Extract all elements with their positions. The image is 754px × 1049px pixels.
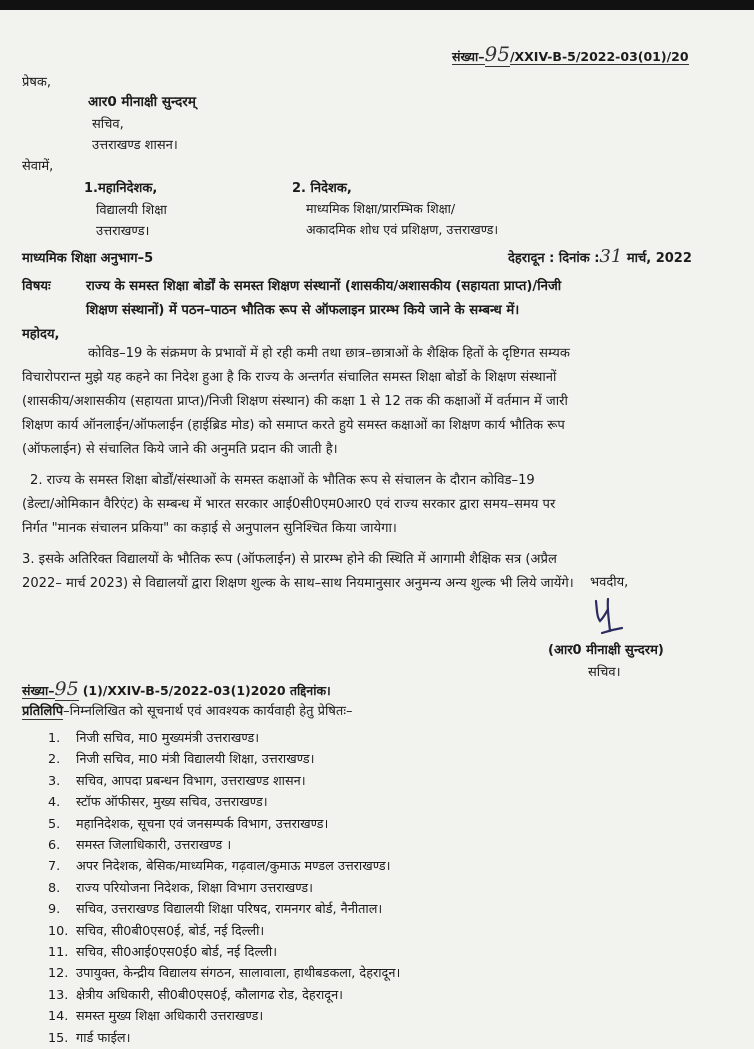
recipient-2-line1: माध्यमिक शिक्षा/प्रारम्भिक शिक्षा/ — [306, 201, 456, 216]
copy-intro-text: –निम्नलिखित को सूचनार्थ एवं आवश्यक कार्यवाही हेतु प्रेषितः– — [63, 704, 353, 719]
date-prefix: देहरादून : दिनांक : — [508, 251, 600, 266]
paragraph-line: (डेल्टा/ओमिकान वैरिएंट) के सम्बन्ध में भारत सरकार आई0सी0एम0आर0 एवं राज्य सरकार द्वारा समय–समय पर — [22, 497, 556, 512]
list-item — [48, 1006, 400, 1027]
list-item-number: 6. — [48, 838, 61, 854]
list-item — [48, 814, 400, 835]
recipient-1-line1: विद्यालयी शिक्षा — [96, 203, 167, 218]
recipient-1-line2: उत्तराखण्ड। — [96, 224, 150, 239]
list-item-number: 5. — [48, 816, 61, 832]
paragraph-line: (ऑफलाईन) से संचालित किये जाने की अनुमति प्रदान की जाती है। — [22, 442, 338, 457]
list-item-text: सचिव, आपदा प्रबन्धन विभाग, उत्तराखण्ड शासन। — [76, 773, 306, 789]
place-date — [508, 246, 692, 267]
subject-label: विषयः — [22, 279, 51, 294]
paragraph-line: 2022– मार्च 2023) से विद्यालयों द्वारा शिक्षण शुल्क के साथ–साथ नियमानुसार अनुमन्य अन्य शुल्क भी लिये जायेंगे। — [22, 576, 574, 591]
list-item-text: निजी सचिव, मा0 मंत्री विद्यालयी शिक्षा, उत्तराखण्ड। — [76, 752, 315, 768]
list-item — [48, 1028, 400, 1049]
section-name: माध्यमिक शिक्षा अनुभाग–5 — [22, 251, 154, 266]
list-item-text: समस्त जिलाधिकारी, उत्तराखण्ड । — [76, 838, 232, 854]
ref-number-handwritten: 95 — [484, 42, 510, 66]
paragraph-line: (शासकीय/अशासकीय (सहायता प्राप्त)/निजी शिक्षण संस्थान) की कक्षा 1 से 12 तक की कक्षाओं में वर्तमान में जारी — [22, 394, 568, 409]
list-item-number: 8. — [48, 880, 61, 896]
copy-ref-number-handwritten: 95 — [54, 678, 79, 700]
list-item-text: निजी सचिव, मा0 मुख्यमंत्री उत्तराखण्ड। — [76, 731, 260, 746]
ref-suffix: /XXIV-B-5/2022-03(01)/20 — [509, 49, 689, 64]
signer-designation: सचिव। — [588, 665, 621, 680]
list-item-number: 2. — [48, 752, 61, 768]
list-item-number: 10. — [48, 923, 69, 939]
reference-number — [452, 42, 689, 66]
list-item-text: सचिव, सी0आई0एस0ई0 बोर्ड, नई दिल्ली। — [76, 945, 278, 961]
recipient-2-title: 2. निदेशक, — [292, 181, 352, 196]
copy-intro — [22, 701, 352, 719]
list-item — [48, 792, 400, 813]
paragraph-line: 3. इसके अतिरिक्त विद्यालयों के भौतिक रूप (ऑफलाईन) से प्रारम्भ होने की स्थिति में आगामी शैक्षिक सत्र (अप्रैल — [22, 552, 557, 567]
list-item-text: सचिव, उत्तराखण्ड विद्यालयी शिक्षा परिषद, रामनगर बोर्ड, नैनीताल। — [76, 902, 383, 918]
list-item-text: गार्ड फाईल। — [76, 1030, 131, 1046]
copy-recipient-list — [48, 728, 400, 1049]
salutation: महोदय, — [22, 327, 60, 342]
list-item-number: 7. — [48, 859, 61, 875]
copy-ref-label: संख्या– — [22, 683, 55, 698]
list-item-number: 15. — [48, 1030, 69, 1046]
list-item-number: 12. — [48, 966, 69, 982]
list-item — [48, 985, 400, 1006]
paragraph-line: विचारोपरान्त मुझे यह कहने का निदेश हुआ है कि राज्य के अन्तर्गत संचालित समस्त शिक्षा बोर्डो के शिक्षण संस्थानों — [22, 370, 557, 385]
list-item-text: स्टॉफ ऑफीसर, मुख्य सचिव, उत्तराखण्ड। — [76, 795, 268, 811]
ref-label: संख्या– — [452, 49, 485, 64]
list-item-number: 13. — [48, 987, 69, 1003]
list-item-text: महानिदेशक, सूचना एवं जनसम्पर्क विभाग, उत्तराखण्ड। — [76, 816, 329, 832]
list-item-number: 4. — [48, 795, 61, 811]
list-item-number: 14. — [48, 1009, 69, 1025]
paragraph-line: शिक्षण कार्य ऑनलाईन/ऑफलाईन (हाईब्रिड मोड) को समाप्त करते हुये समस्त कक्षाओं का शिक्षण कार्य भौतिक रूप — [22, 418, 565, 433]
copy-ref-rest: (1)/XXIV-B-5/2022-03(1)2020 तद्दिनांक। — [82, 683, 331, 698]
subject-line-2: शिक्षण संस्थानों) में पठन–पाठन भौतिक रूप से ऑफलाइन प्रारम्भ किये जाने के सम्बन्ध में। — [86, 303, 520, 318]
sender-office: उत्तराखण्ड शासन। — [92, 138, 178, 153]
paragraph-line: निर्गत "मानक संचालन प्रकिया" का कड़ाई से अनुपालन सुनिश्चित किया जायेगा। — [22, 521, 397, 536]
list-item-text: राज्य परियोजना निदेशक, शिक्षा विभाग उत्तराखण्ड। — [76, 880, 314, 896]
sender-name: आर0 मीनाक्षी सुन्दरम् — [88, 94, 196, 110]
signature — [592, 595, 626, 637]
paragraph-line: 2. राज्य के समस्त शिक्षा बोर्डों/संस्थाओं के समस्त कक्षाओं के भौतिक रूप से संचालन के दौरान कोविड–19 — [30, 473, 535, 488]
date-month-year: मार्च, 2022 — [626, 251, 692, 266]
list-item — [48, 728, 400, 749]
list-item — [48, 921, 400, 942]
recipient-1-title: 1.महानिदेशक, — [84, 181, 158, 196]
list-item-text: क्षेत्रीय अधिकारी, सी0बी0एस0ई, कौलागढ रोड, देहरादून। — [76, 987, 344, 1003]
date-day-handwritten: 31 — [599, 246, 623, 267]
signer-name: (आर0 मीनाक्षी सुन्दरम) — [548, 643, 664, 658]
list-item-number: 9. — [48, 902, 61, 918]
list-item — [48, 899, 400, 920]
list-item — [48, 942, 400, 963]
list-item-text: समस्त मुख्य शिक्षा अधिकारी उत्तराखण्ड। — [76, 1009, 264, 1025]
list-item — [48, 856, 400, 877]
list-item — [48, 771, 400, 792]
list-item — [48, 963, 400, 984]
recipient-2-line2: अकादमिक शोध एवं प्रशिक्षण, उत्तराखण्ड। — [306, 222, 499, 237]
list-item — [48, 878, 400, 899]
letter-page — [0, 10, 754, 1046]
copy-intro-label: प्रतिलिपि — [22, 704, 64, 719]
list-item — [48, 835, 400, 856]
list-item-text: अपर निदेशक, बेसिक/माध्यमिक, गढ़वाल/कुमाऊ मण्डल उत्तराखण्ड। — [76, 859, 391, 875]
top-bar — [0, 0, 754, 10]
copy-reference — [22, 678, 331, 700]
list-item-number: 3. — [48, 773, 61, 789]
sender-label: प्रेषक, — [22, 75, 52, 90]
list-item-number: 11. — [48, 945, 69, 961]
list-item — [48, 749, 400, 770]
list-item-text: उपायुक्त, केन्द्रीय विद्यालय संगठन, सालावाला, हाथीबडकला, देहरादून। — [76, 966, 401, 982]
sender-designation: सचिव, — [92, 117, 124, 132]
recipients-label: सेवामें, — [22, 159, 54, 174]
list-item-text: सचिव, सी0बी0एस0ई, बोर्ड, नई दिल्ली। — [76, 923, 265, 939]
paragraph-line: कोविड–19 के संक्रमण के प्रभावों में हो रही कमी तथा छात्र–छात्राओं के शैक्षिक हितों के दृष्टिगत सम्यक — [88, 346, 570, 361]
subject-line-1: राज्य के समस्त शिक्षा बोर्डों के समस्त शिक्षण संस्थानों (शासकीय/अशासकीय (सहायता प्राप्त)/निजी — [86, 279, 562, 294]
closing-regards: भवदीय, — [590, 575, 629, 590]
list-item-number: 1. — [48, 731, 61, 746]
